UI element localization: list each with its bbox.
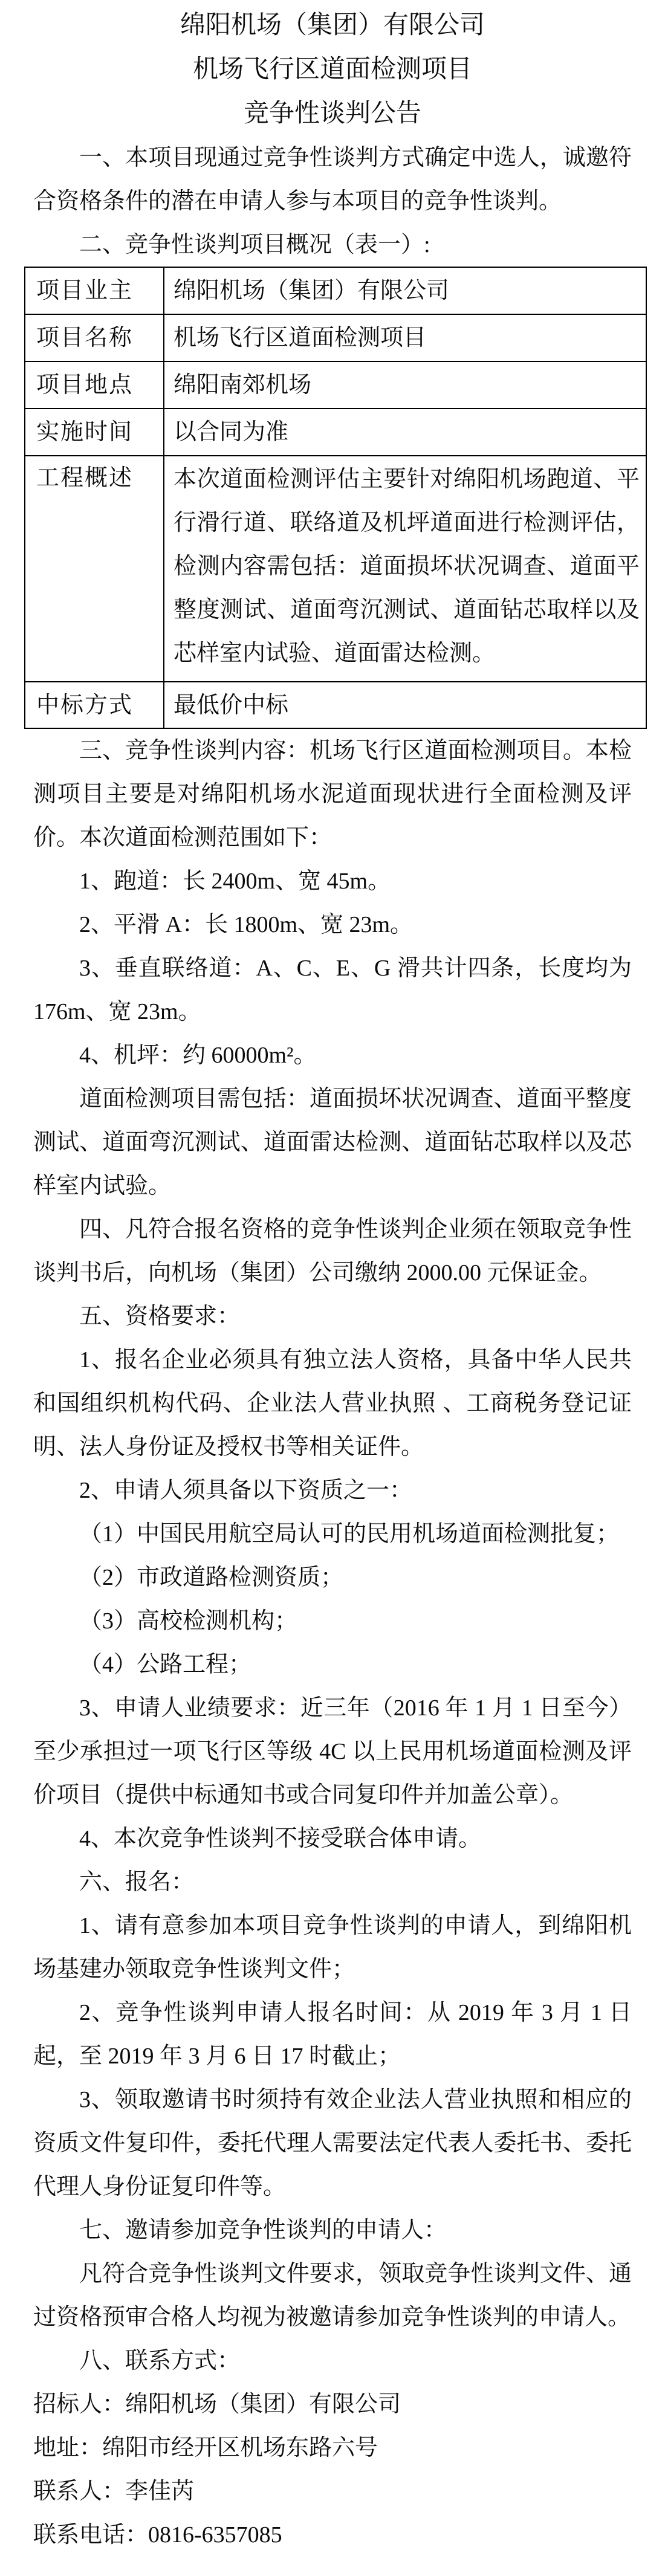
section-3-item-link-taxiways: 3、垂直联络道：A、C、E、G 滑共计四条，长度均为 176m、宽 23m。 <box>33 956 632 1024</box>
contact-person-line: 联系人：李佳芮 <box>33 2479 195 2504</box>
table-label-cell: 项目业主 <box>25 267 164 314</box>
section-7-body: 凡符合竞争性谈判文件要求，领取竞争性谈判文件、通过资格预审合格人均视为被邀请参加竞争性谈判的申请人。 <box>33 2261 632 2330</box>
table-row-project-description <box>25 456 646 682</box>
contact-bidder-line: 招标人：绵阳机场（集团）有限公司 <box>33 2392 401 2417</box>
contact-phone-line: 联系电话：0816-6357085 <box>33 2522 282 2548</box>
contact-address-line: 地址：绵阳市经开区机场东路六号 <box>33 2435 378 2461</box>
section-5-item-1: 1、报名企业必须具有独立法人资格，具备中华人民共和国组织机构代码、企业法人营业执照 、工商税务登记证明、法人身份证及授权书等相关证件。 <box>33 1347 632 1460</box>
announcement-document <box>33 0 640 2557</box>
table-label-cell: 实施时间 <box>25 409 164 456</box>
table-row-award-method <box>25 682 646 728</box>
table-label-cell: 项目地点 <box>25 361 164 409</box>
section-5-item-3: 3、申请人业绩要求：近三年（2016 年 1 月 1 日至今）至少承担过一项飞行区等级 4C 以上民用机场道面检测及评价项目（提供中标通知书或合同复印件并加盖公章）。 <box>33 1695 632 1808</box>
doc-title-type: 竞争性谈判公告 <box>243 100 421 128</box>
section-7-heading: 七、邀请参加竞争性谈判的申请人： <box>79 2218 447 2243</box>
section-5-item-2: 2、申请人须具备以下资质之一： <box>79 1478 413 1503</box>
table-value-cell: 绵阳机场（集团）有限公司 <box>164 267 646 314</box>
project-overview-table <box>24 267 647 729</box>
table-value-cell: 绵阳南郊机场 <box>164 361 646 409</box>
section-5-item-4: 4、本次竞争性谈判不接受联合体申请。 <box>79 1826 482 1851</box>
section-1-paragraph: 一、本项目现通过竞争性谈判方式确定中选人，诚邀符合资格条件的潜在申请人参与本项目的竞争性谈判。 <box>33 145 632 214</box>
section-3-item-runway: 1、跑道：长 2400m、宽 45m。 <box>79 869 391 894</box>
section-5-qualification-3: （3）高校检测机构； <box>79 1608 298 1634</box>
section-3-intro: 三、竞争性谈判内容：机场飞行区道面检测项目。本检测项目主要是对绵阳机场水泥道面现状进行全面检测及评价。本次道面检测范围如下： <box>33 738 632 850</box>
table-row-project-name <box>25 314 646 361</box>
table-value-cell: 最低价中标 <box>164 682 646 728</box>
doc-title-project: 机场飞行区道面检测项目 <box>192 56 472 83</box>
section-5-heading: 五、资格要求： <box>79 1304 241 1329</box>
section-5-qualification-1: （1）中国民用航空局认可的民用机场道面检测批复； <box>79 1521 620 1547</box>
section-4-paragraph: 四、凡符合报名资格的竞争性谈判企业须在领取竞争性谈判书后，向机场（集团）公司缴纳 2000.00 元保证金。 <box>33 1217 632 1286</box>
table-row-project-location <box>25 361 646 409</box>
table-label-cell: 项目名称 <box>25 314 164 361</box>
table-value-cell: 以合同为准 <box>164 409 646 456</box>
section-2-heading: 二、竞争性谈判项目概况（表一）: <box>79 232 430 257</box>
section-3-note: 道面检测项目需包括：道面损坏状况调查、道面平整度测试、道面弯沉测试、道面雷达检测、道面钻芯取样以及芯样室内试验。 <box>33 1086 632 1199</box>
section-6-item-2: 2、竞争性谈判申请人报名时间：从 2019 年 3 月 1 日起，至 2019 年 3 月 6 日 17 时截止； <box>33 2000 632 2069</box>
section-5-qualification-2: （2）市政道路检测资质； <box>79 1565 344 1590</box>
section-3-item-taxiway-a: 2、平滑 A：长 1800m、宽 23m。 <box>79 912 414 937</box>
table-label-cell: 中标方式 <box>25 682 164 728</box>
section-8-heading: 八、联系方式： <box>79 2348 241 2374</box>
doc-title-company: 绵阳机场（集团）有限公司 <box>180 11 485 39</box>
table-row-project-owner <box>25 267 646 314</box>
table-value-cell: 本次道面检测评估主要针对绵阳机场跑道、平行滑行道、联络道及机坪道面进行检测评估，检测内容需包括：道面损坏状况调查、道面平整度测试、道面弯沉测试、道面钻芯取样以及芯样室内试验、道面雷达检测。 <box>164 456 646 682</box>
section-6-item-1: 1、请有意参加本项目竞争性谈判的申请人，到绵阳机场基建办领取竞争性谈判文件； <box>33 1913 632 1982</box>
section-6-item-3: 3、领取邀请书时须持有效企业法人营业执照和相应的资质文件复印件，委托代理人需要法定代表人委托书、委托代理人身份证复印件等。 <box>33 2087 632 2199</box>
table-value-cell: 机场飞行区道面检测项目 <box>164 314 646 361</box>
section-5-qualification-4: （4）公路工程； <box>79 1652 252 1677</box>
table-label-cell: 工程概述 <box>25 456 164 682</box>
section-3-item-apron: 4、机坪：约 60000m²。 <box>79 1043 317 1068</box>
table-row-implementation-time <box>25 409 646 456</box>
section-6-heading: 六、报名： <box>79 1869 195 1895</box>
